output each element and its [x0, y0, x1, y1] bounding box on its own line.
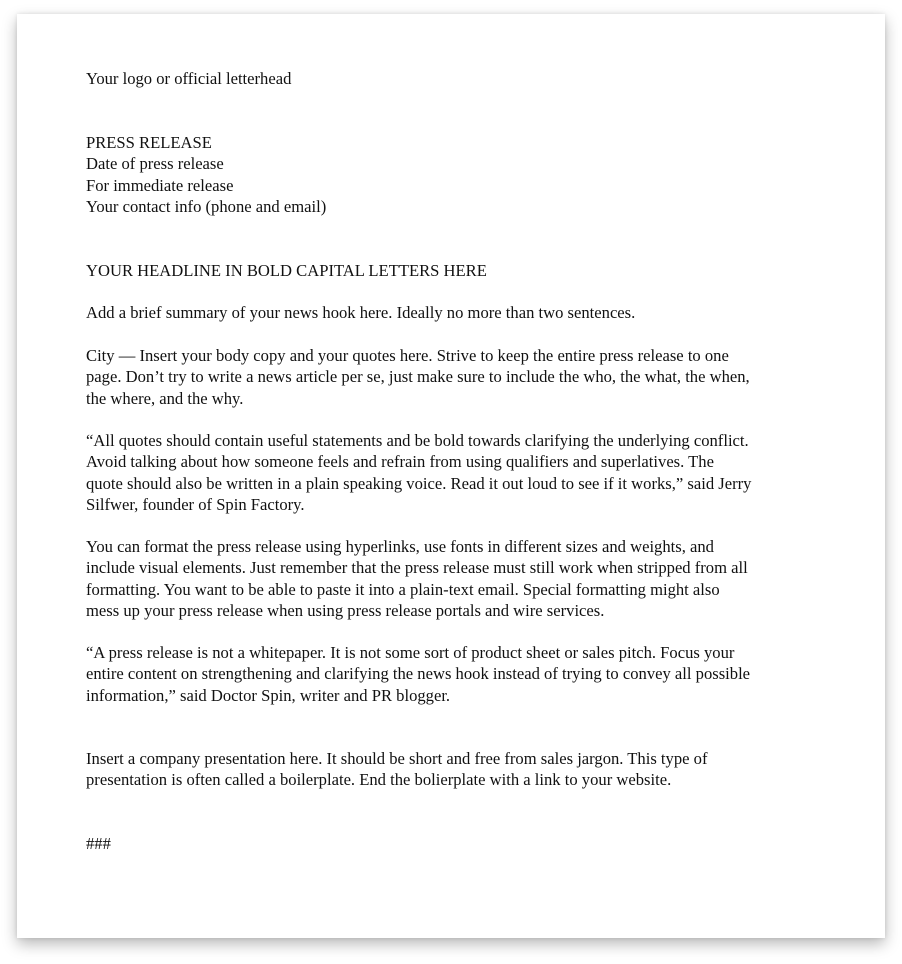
release-type: For immediate release — [86, 175, 234, 195]
headline-text: YOUR HEADLINE IN BOLD CAPITAL LETTERS HERE — [86, 261, 487, 280]
paragraph-line: mess up your press release when using press release portals and wire services. — [86, 601, 605, 621]
paragraph-line: formatting. You want to be able to paste it into a plain-text email. Special formatting might also — [86, 579, 720, 599]
press-release-title: PRESS RELEASE — [86, 133, 212, 152]
paragraph-line: Silfwer, founder of Spin Factory. — [86, 495, 305, 515]
body-paragraph-4 — [86, 642, 846, 706]
paragraph-line: City — Insert your body copy and your quotes here. Strive to keep the entire press release to one — [86, 346, 729, 365]
summary-text: Add a brief summary of your news hook here. Ideally no more than two sentences. — [86, 303, 636, 322]
boilerplate — [86, 748, 846, 791]
paragraph-line: “A press release is not a whitepaper. It is not some sort of product sheet or sales pitch. Focus your — [86, 643, 735, 662]
headline — [86, 260, 846, 281]
body-paragraph-3 — [86, 536, 846, 622]
document-page — [17, 14, 885, 938]
summary — [86, 302, 846, 323]
contact-info: Your contact info (phone and email) — [86, 197, 327, 217]
end-mark-text: ### — [86, 834, 111, 853]
paragraph-line: the where, and the why. — [86, 388, 244, 408]
body-paragraph-2 — [86, 430, 846, 516]
paragraph-line: quote should also be written in a plain speaking voice. Read it out loud to see if it works,” said Jerry — [86, 473, 752, 493]
letterhead-text: Your logo or official letterhead — [86, 69, 292, 88]
paragraph-line: Avoid talking about how someone feels and refrain from using qualifiers and superlatives. The — [86, 452, 714, 472]
release-date: Date of press release — [86, 154, 224, 174]
end-mark — [86, 833, 846, 854]
paragraph-line: page. Don’t try to write a news article per se, just make sure to include the who, the what, the when, — [86, 367, 750, 387]
paragraph-line: “All quotes should contain useful statements and be bold towards clarifying the underlying conflict. — [86, 431, 749, 450]
release-header — [86, 132, 846, 218]
paragraph-line: include visual elements. Just remember that the press release must still work when stripped from all — [86, 558, 748, 578]
paragraph-line: Insert a company presentation here. It should be short and free from sales jargon. This type of — [86, 749, 708, 768]
paragraph-line: presentation is often called a boilerplate. End the bolierplate with a link to your website. — [86, 770, 672, 790]
paragraph-line: entire content on strengthening and clarifying the news hook instead of trying to convey all possible — [86, 664, 751, 684]
letterhead-placeholder — [86, 68, 846, 89]
paragraph-line: You can format the press release using hyperlinks, use fonts in different sizes and weights, and — [86, 537, 714, 556]
paragraph-line: information,” said Doctor Spin, writer and PR blogger. — [86, 685, 451, 705]
body-paragraph-1 — [86, 345, 846, 409]
